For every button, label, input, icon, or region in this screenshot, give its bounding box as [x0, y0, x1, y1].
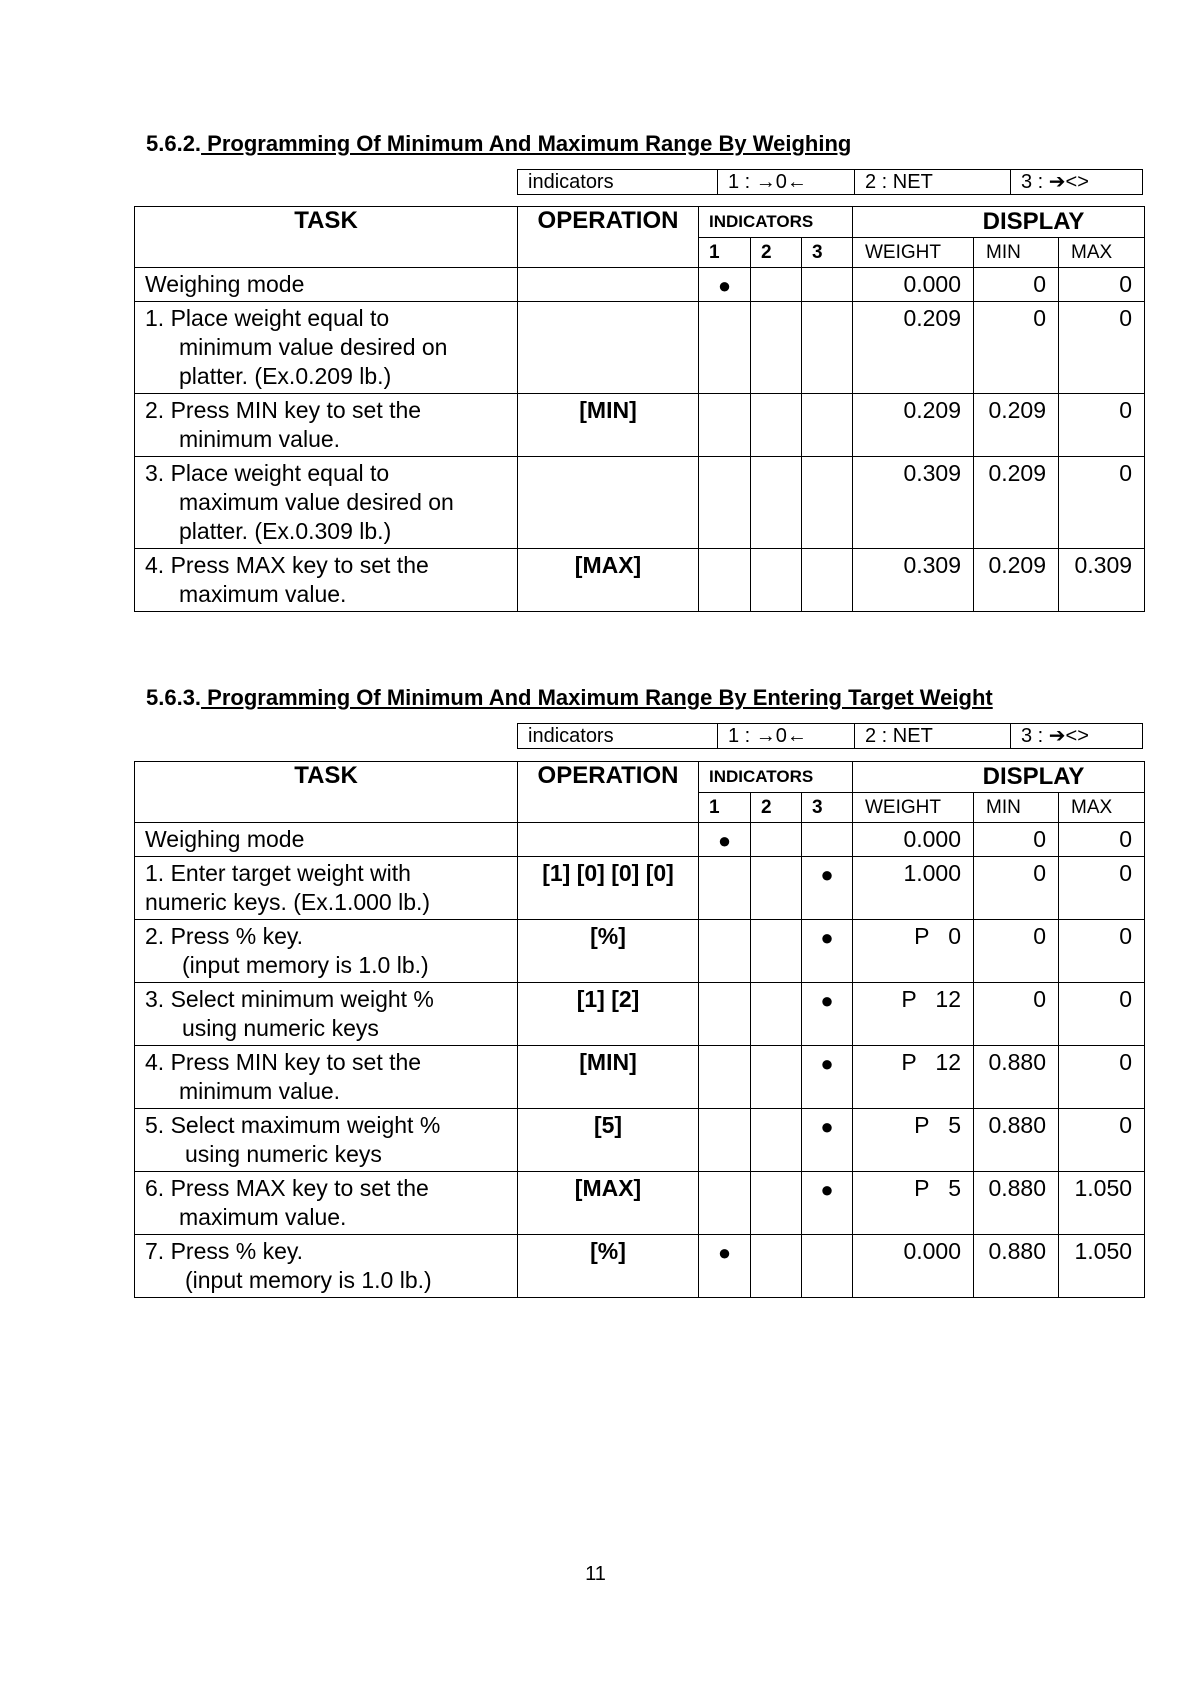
header-ind-1: 1: [699, 793, 751, 823]
table-row: [135, 394, 1145, 457]
indicator-2-cell: [751, 1109, 802, 1172]
task-line: 1. Place weight equal to: [145, 305, 390, 331]
section2-title: Programming Of Minimum And Maximum Range By Entering Target Weight: [201, 685, 993, 710]
indicator-2-cell: [751, 983, 802, 1046]
min-cell: 0: [974, 823, 1059, 857]
header-min: MIN: [974, 238, 1059, 268]
header-ind-2: 2: [751, 238, 802, 268]
task-cell: [135, 302, 518, 394]
max-cell: 0: [1059, 394, 1145, 457]
header-task: TASK: [135, 207, 518, 268]
task-line: platter. (Ex.0.209 lb.): [179, 363, 392, 389]
section1-legend: [517, 169, 1143, 195]
weight-cell: [853, 983, 974, 1046]
indicator-3-cell: [802, 302, 853, 394]
operation-cell: [5]: [518, 1109, 699, 1172]
task-line: 4. Press MIN key to set the: [145, 1049, 422, 1075]
task-line: 3. Place weight equal to: [145, 460, 390, 486]
task-line: Weighing mode: [145, 271, 305, 297]
indicator-3-cell: [802, 268, 853, 302]
header-weight: WEIGHT: [853, 238, 974, 268]
header-weight: WEIGHT: [853, 793, 974, 823]
indicator-1-cell: [699, 1172, 751, 1235]
min-cell: 0: [974, 983, 1059, 1046]
operation-cell: [%]: [518, 1235, 699, 1298]
task-cell: [135, 1235, 518, 1298]
min-cell: 0.209: [974, 457, 1059, 549]
task-cell: [135, 1109, 518, 1172]
header-min: MIN: [974, 793, 1059, 823]
indicator-2-cell: [751, 549, 802, 612]
page-number: 11: [585, 1563, 606, 1585]
table-row: [135, 268, 1145, 302]
legend-item-1: 1 : →0←: [717, 170, 854, 194]
max-cell: 0: [1059, 302, 1145, 394]
operation-cell: [518, 823, 699, 857]
table-row: [135, 1172, 1145, 1235]
max-cell: 0: [1059, 857, 1145, 920]
task-cell: [135, 268, 518, 302]
indicator-2-cell: [751, 823, 802, 857]
legend-item-2: 2 : NET: [854, 724, 1010, 748]
indicator-1-cell: [699, 302, 751, 394]
indicator-3-cell: ●: [802, 920, 853, 983]
header-ind-3: 3: [802, 238, 853, 268]
section1-body: [135, 268, 1145, 612]
task-line: numeric keys. (Ex.1.000 lb.): [145, 889, 431, 915]
task-line: minimum value.: [179, 1078, 341, 1104]
indicator-3-cell: ●: [802, 1046, 853, 1109]
section1-title: Programming Of Minimum And Maximum Range By Weighing: [201, 131, 852, 156]
max-cell: 0: [1059, 823, 1145, 857]
task-line: using numeric keys: [182, 1015, 379, 1041]
task-line: minimum value desired on: [179, 334, 448, 360]
task-line: 6. Press MAX key to set the: [145, 1175, 429, 1201]
table-row: [135, 302, 1145, 394]
weight-cell: 0.000: [853, 1235, 974, 1298]
table-row: [135, 1046, 1145, 1109]
max-cell: 0: [1059, 983, 1145, 1046]
task-cell: [135, 823, 518, 857]
section2-body: [135, 823, 1145, 1298]
max-cell: 1.050: [1059, 1235, 1145, 1298]
min-cell: 0.209: [974, 394, 1059, 457]
operation-cell: [%]: [518, 920, 699, 983]
legend-item-3: 3 : ➔<>: [1010, 170, 1142, 194]
weight-cell: [853, 1109, 974, 1172]
section2-heading: [146, 685, 993, 711]
weight-value: P 5: [914, 1175, 961, 1201]
indicator-2-cell: [751, 457, 802, 549]
task-line: Weighing mode: [145, 826, 305, 852]
indicator-1-cell: [699, 394, 751, 457]
header-indicators: INDICATORS: [699, 207, 853, 238]
table-row: [135, 857, 1145, 920]
weight-cell: [853, 1172, 974, 1235]
task-line: 5. Select maximum weight %: [145, 1112, 441, 1138]
task-cell: [135, 1172, 518, 1235]
section1-table: [134, 206, 1145, 612]
table-row: [135, 457, 1145, 549]
legend-item-1: 1 : →0←: [717, 724, 854, 748]
min-cell: 0: [974, 302, 1059, 394]
section2-table: [134, 761, 1145, 1298]
max-cell: 0: [1059, 1109, 1145, 1172]
task-cell: [135, 983, 518, 1046]
header-display: DISPLAY: [853, 762, 1145, 793]
operation-cell: [518, 268, 699, 302]
section2-number: 5.6.3.: [146, 685, 202, 710]
weight-cell: 0.209: [853, 302, 974, 394]
task-line: 2. Press MIN key to set the: [145, 397, 422, 423]
indicator-1-cell: [699, 457, 751, 549]
table-row: [135, 983, 1145, 1046]
task-cell: [135, 549, 518, 612]
task-line: (input memory is 1.0 lb.): [182, 952, 429, 978]
indicator-3-cell: [802, 549, 853, 612]
weight-cell: 0.309: [853, 457, 974, 549]
section2-legend: [517, 723, 1143, 749]
indicator-1-cell: ●: [699, 268, 751, 302]
weight-cell: 0.309: [853, 549, 974, 612]
min-cell: 0: [974, 857, 1059, 920]
indicator-2-cell: [751, 394, 802, 457]
indicator-1-cell: ●: [699, 1235, 751, 1298]
weight-value: P 5: [914, 1112, 961, 1138]
table-row: [135, 920, 1145, 983]
task-line: platter. (Ex.0.309 lb.): [179, 518, 392, 544]
task-cell: [135, 857, 518, 920]
table-row: [135, 1235, 1145, 1298]
indicator-2-cell: [751, 857, 802, 920]
task-line: maximum value.: [179, 1204, 347, 1230]
min-cell: 0.880: [974, 1235, 1059, 1298]
indicator-3-cell: [802, 823, 853, 857]
operation-cell: [MIN]: [518, 394, 699, 457]
task-line: (input memory is 1.0 lb.): [185, 1267, 432, 1293]
indicator-1-cell: ●: [699, 823, 751, 857]
min-cell: 0: [974, 920, 1059, 983]
indicator-1-cell: [699, 549, 751, 612]
weight-value: P 0: [914, 923, 961, 949]
indicator-2-cell: [751, 1235, 802, 1298]
table-row: [135, 823, 1145, 857]
weight-cell: [853, 920, 974, 983]
operation-cell: [518, 302, 699, 394]
weight-value: P 12: [901, 986, 961, 1012]
indicator-3-cell: ●: [802, 1172, 853, 1235]
legend-label: indicators: [528, 725, 614, 747]
indicator-1-cell: [699, 920, 751, 983]
indicator-3-cell: [802, 457, 853, 549]
indicator-3-cell: [802, 394, 853, 457]
indicator-2-cell: [751, 920, 802, 983]
operation-cell: [518, 457, 699, 549]
indicator-2-cell: [751, 302, 802, 394]
header-display: DISPLAY: [853, 207, 1145, 238]
max-cell: 1.050: [1059, 1172, 1145, 1235]
indicator-3-cell: ●: [802, 857, 853, 920]
max-cell: 0: [1059, 920, 1145, 983]
task-line: 1. Enter target weight with: [145, 860, 411, 886]
min-cell: 0: [974, 268, 1059, 302]
header-max: MAX: [1059, 793, 1145, 823]
weight-cell: 0.000: [853, 268, 974, 302]
weight-cell: 0.209: [853, 394, 974, 457]
max-cell: 0: [1059, 1046, 1145, 1109]
weight-cell: 1.000: [853, 857, 974, 920]
task-line: 2. Press % key.: [145, 923, 304, 949]
indicator-1-cell: [699, 1109, 751, 1172]
section1-number: 5.6.2.: [146, 131, 202, 156]
task-line: 4. Press MAX key to set the: [145, 552, 429, 578]
task-cell: [135, 394, 518, 457]
operation-cell: [MAX]: [518, 549, 699, 612]
header-max: MAX: [1059, 238, 1145, 268]
header-operation: OPERATION: [518, 207, 699, 268]
table-row: [135, 549, 1145, 612]
max-cell: 0: [1059, 268, 1145, 302]
operation-cell: [1] [2]: [518, 983, 699, 1046]
legend-label: indicators: [528, 171, 614, 193]
weight-cell: [853, 1046, 974, 1109]
indicator-1-cell: [699, 857, 751, 920]
max-cell: 0.309: [1059, 549, 1145, 612]
task-line: 3. Select minimum weight %: [145, 986, 434, 1012]
task-line: maximum value desired on: [179, 489, 454, 515]
task-line: minimum value.: [179, 426, 341, 452]
section1-heading: [146, 131, 851, 157]
task-line: 7. Press % key.: [145, 1238, 304, 1264]
indicator-3-cell: ●: [802, 983, 853, 1046]
weight-cell: 0.000: [853, 823, 974, 857]
min-cell: 0.880: [974, 1046, 1059, 1109]
operation-cell: [1] [0] [0] [0]: [518, 857, 699, 920]
indicator-1-cell: [699, 983, 751, 1046]
header-operation: OPERATION: [518, 762, 699, 823]
min-cell: 0.209: [974, 549, 1059, 612]
header-indicators: INDICATORS: [699, 762, 853, 793]
legend-item-2: 2 : NET: [854, 170, 1010, 194]
indicator-3-cell: [802, 1235, 853, 1298]
min-cell: 0.880: [974, 1172, 1059, 1235]
task-line: maximum value.: [179, 581, 347, 607]
task-cell: [135, 920, 518, 983]
indicator-3-cell: ●: [802, 1109, 853, 1172]
task-cell: [135, 1046, 518, 1109]
indicator-2-cell: [751, 1172, 802, 1235]
header-task: TASK: [135, 762, 518, 823]
indicator-2-cell: [751, 1046, 802, 1109]
header-ind-1: 1: [699, 238, 751, 268]
operation-cell: [MAX]: [518, 1172, 699, 1235]
table-row: [135, 1109, 1145, 1172]
legend-item-3: 3 : ➔<>: [1010, 724, 1142, 748]
indicator-1-cell: [699, 1046, 751, 1109]
operation-cell: [MIN]: [518, 1046, 699, 1109]
header-ind-2: 2: [751, 793, 802, 823]
weight-value: P 12: [901, 1049, 961, 1075]
min-cell: 0.880: [974, 1109, 1059, 1172]
task-line: using numeric keys: [185, 1141, 382, 1167]
max-cell: 0: [1059, 457, 1145, 549]
indicator-2-cell: [751, 268, 802, 302]
task-cell: [135, 457, 518, 549]
header-ind-3: 3: [802, 793, 853, 823]
